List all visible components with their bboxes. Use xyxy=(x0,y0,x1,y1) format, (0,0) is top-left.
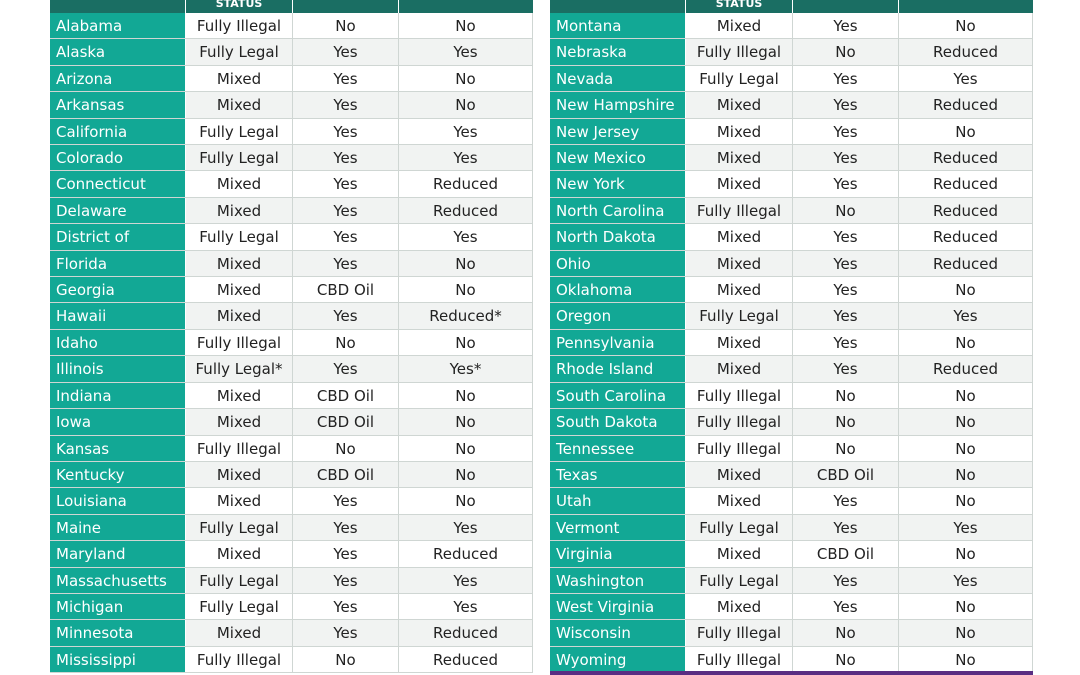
state-name-cell: Alaska xyxy=(50,39,186,64)
legal-status-cell: Fully Legal xyxy=(686,515,793,540)
state-name-cell: Georgia xyxy=(50,277,186,302)
table-row xyxy=(50,66,533,92)
legal-status-cell: Fully Illegal xyxy=(186,436,293,461)
table-row xyxy=(550,515,1033,541)
legal-status-cell: Mixed xyxy=(686,224,793,249)
decriminalized-cell: Yes xyxy=(399,145,533,170)
state-name-cell: Pennsylvania xyxy=(550,330,686,355)
state-name-cell: Colorado xyxy=(50,145,186,170)
medical-use-cell: No xyxy=(793,383,899,408)
state-name-cell: Hawaii xyxy=(50,303,186,328)
medical-use-cell: Yes xyxy=(293,356,399,381)
state-name-cell: Idaho xyxy=(50,330,186,355)
legal-status-cell: Mixed xyxy=(186,303,293,328)
state-name-cell: Texas xyxy=(550,462,686,487)
state-name-cell: Mississippi xyxy=(50,647,186,672)
decriminalized-cell: No xyxy=(399,92,533,117)
legal-status-cell: Fully Illegal xyxy=(186,647,293,672)
decriminalized-cell: No xyxy=(899,462,1033,487)
legal-status-cell: Mixed xyxy=(186,541,293,566)
state-name-cell: Louisiana xyxy=(50,488,186,513)
medical-use-cell: Yes xyxy=(793,145,899,170)
medical-use-cell: No xyxy=(293,647,399,672)
decriminalized-cell: No xyxy=(899,383,1033,408)
decriminalized-cell: Reduced xyxy=(899,224,1033,249)
decriminalized-cell: Reduced xyxy=(899,39,1033,64)
state-name-cell: Illinois xyxy=(50,356,186,381)
state-name-cell: New Hampshire xyxy=(550,92,686,117)
legal-status-cell: Fully Legal xyxy=(186,568,293,593)
legal-status-cell: Fully Illegal xyxy=(186,330,293,355)
state-name-cell: Florida xyxy=(50,251,186,276)
medical-use-cell: Yes xyxy=(793,356,899,381)
legality-table-right xyxy=(550,0,1033,673)
table-row xyxy=(50,409,533,435)
medical-use-cell: Yes xyxy=(793,171,899,196)
legal-status-cell: Mixed xyxy=(186,620,293,645)
medical-use-cell: No xyxy=(793,647,899,672)
decriminalized-cell: Yes xyxy=(399,39,533,64)
legal-status-cell: Mixed xyxy=(686,462,793,487)
table-row xyxy=(50,198,533,224)
table-row xyxy=(550,647,1033,673)
state-name-cell: Utah xyxy=(550,488,686,513)
table-row xyxy=(550,541,1033,567)
medical-use-cell: Yes xyxy=(793,488,899,513)
state-name-cell: Iowa xyxy=(50,409,186,434)
state-name-cell: North Carolina xyxy=(550,198,686,223)
legal-status-cell: Fully Legal xyxy=(186,594,293,619)
state-name-cell: West Virginia xyxy=(550,594,686,619)
table-row xyxy=(550,145,1033,171)
medical-use-cell: CBD Oil xyxy=(293,409,399,434)
decriminalized-cell: Reduced xyxy=(899,145,1033,170)
decriminalized-cell: No xyxy=(399,66,533,91)
medical-use-cell: Yes xyxy=(293,620,399,645)
medical-use-cell: Yes xyxy=(293,171,399,196)
state-name-cell: California xyxy=(50,119,186,144)
state-name-cell: Wyoming xyxy=(550,647,686,672)
medical-use-cell: Yes xyxy=(293,251,399,276)
decriminalized-cell: No xyxy=(399,13,533,38)
state-name-cell: Wisconsin xyxy=(550,620,686,645)
legal-status-cell: Fully Legal xyxy=(686,303,793,328)
medical-use-cell: Yes xyxy=(793,515,899,540)
table-row xyxy=(50,145,533,171)
table-row xyxy=(50,171,533,197)
legal-status-cell: Fully Illegal xyxy=(686,620,793,645)
decriminalized-cell: Yes xyxy=(899,515,1033,540)
state-name-cell: Arizona xyxy=(50,66,186,91)
table-row xyxy=(550,171,1033,197)
table-row xyxy=(50,39,533,65)
decriminalized-cell: No xyxy=(899,647,1033,672)
legal-status-cell: Mixed xyxy=(186,171,293,196)
header-cell xyxy=(550,0,686,13)
decriminalized-cell: Yes xyxy=(899,303,1033,328)
table-row xyxy=(50,594,533,620)
medical-use-cell: Yes xyxy=(293,198,399,223)
legal-status-cell: Fully Legal xyxy=(186,224,293,249)
table-header xyxy=(50,0,533,13)
table-row xyxy=(50,119,533,145)
decriminalized-cell: No xyxy=(899,409,1033,434)
table-row xyxy=(50,515,533,541)
decriminalized-cell: Reduced xyxy=(399,647,533,672)
medical-use-cell: Yes xyxy=(793,594,899,619)
legal-status-cell: Mixed xyxy=(186,462,293,487)
decriminalized-cell: No xyxy=(899,620,1033,645)
header-cell-status: STATUS xyxy=(186,0,293,13)
decriminalized-cell: Yes xyxy=(399,515,533,540)
decriminalized-cell: Yes xyxy=(399,568,533,593)
decriminalized-cell: Reduced xyxy=(399,541,533,566)
state-name-cell: Nevada xyxy=(550,66,686,91)
table-row xyxy=(50,13,533,39)
decriminalized-cell: No xyxy=(899,119,1033,144)
decriminalized-cell: Yes* xyxy=(399,356,533,381)
legal-status-cell: Mixed xyxy=(186,488,293,513)
table-row xyxy=(550,488,1033,514)
medical-use-cell: Yes xyxy=(293,145,399,170)
medical-use-cell: No xyxy=(793,39,899,64)
state-name-cell: Virginia xyxy=(550,541,686,566)
legal-status-cell: Fully Legal xyxy=(186,515,293,540)
legal-status-cell: Mixed xyxy=(686,145,793,170)
medical-use-cell: No xyxy=(793,409,899,434)
medical-use-cell: CBD Oil xyxy=(293,383,399,408)
legal-status-cell: Fully Legal* xyxy=(186,356,293,381)
table-row xyxy=(550,66,1033,92)
medical-use-cell: Yes xyxy=(793,66,899,91)
state-name-cell: District of xyxy=(50,224,186,249)
decriminalized-cell: Reduced xyxy=(899,356,1033,381)
header-cell xyxy=(293,0,399,13)
legal-status-cell: Mixed xyxy=(686,171,793,196)
state-name-cell: Maryland xyxy=(50,541,186,566)
medical-use-cell: Yes xyxy=(293,568,399,593)
medical-use-cell: No xyxy=(793,436,899,461)
legal-status-cell: Mixed xyxy=(186,277,293,302)
table-row xyxy=(550,462,1033,488)
table-row xyxy=(50,92,533,118)
table-row xyxy=(50,303,533,329)
decriminalized-cell: Yes xyxy=(399,224,533,249)
medical-use-cell: Yes xyxy=(293,39,399,64)
table-row xyxy=(50,647,533,673)
decriminalized-cell: No xyxy=(399,251,533,276)
table-row xyxy=(50,541,533,567)
medical-use-cell: Yes xyxy=(793,568,899,593)
decriminalized-cell: No xyxy=(899,594,1033,619)
decriminalized-cell: No xyxy=(399,330,533,355)
medical-use-cell: No xyxy=(293,436,399,461)
state-name-cell: Connecticut xyxy=(50,171,186,196)
medical-use-cell: Yes xyxy=(293,594,399,619)
state-name-cell: Delaware xyxy=(50,198,186,223)
medical-use-cell: Yes xyxy=(293,515,399,540)
decriminalized-cell: Yes xyxy=(399,594,533,619)
decriminalized-cell: No xyxy=(399,409,533,434)
legal-status-cell: Mixed xyxy=(186,409,293,434)
state-name-cell: Vermont xyxy=(550,515,686,540)
table-row xyxy=(50,488,533,514)
state-name-cell: South Dakota xyxy=(550,409,686,434)
state-name-cell: Maine xyxy=(50,515,186,540)
legal-status-cell: Mixed xyxy=(686,541,793,566)
state-name-cell: Michigan xyxy=(50,594,186,619)
medical-use-cell: Yes xyxy=(793,251,899,276)
legal-status-cell: Fully Illegal xyxy=(686,647,793,672)
table-row xyxy=(50,462,533,488)
table-row xyxy=(550,303,1033,329)
table-row xyxy=(550,356,1033,382)
table-row xyxy=(550,620,1033,646)
decriminalized-cell: No xyxy=(899,330,1033,355)
decriminalized-cell: Reduced xyxy=(899,251,1033,276)
legal-status-cell: Mixed xyxy=(686,119,793,144)
decriminalized-cell: Reduced xyxy=(399,198,533,223)
legal-status-cell: Mixed xyxy=(186,251,293,276)
decriminalized-cell: Reduced xyxy=(399,620,533,645)
decriminalized-cell: Reduced xyxy=(899,92,1033,117)
table-row xyxy=(50,620,533,646)
legal-status-cell: Mixed xyxy=(686,330,793,355)
decriminalized-cell: No xyxy=(399,277,533,302)
state-name-cell: Alabama xyxy=(50,13,186,38)
table-row xyxy=(550,198,1033,224)
legal-status-cell: Fully Illegal xyxy=(686,383,793,408)
decriminalized-cell: No xyxy=(399,462,533,487)
legal-status-cell: Fully Legal xyxy=(186,145,293,170)
decriminalized-cell: No xyxy=(899,541,1033,566)
table-row xyxy=(550,251,1033,277)
decriminalized-cell: No xyxy=(399,436,533,461)
legal-status-cell: Fully Illegal xyxy=(686,436,793,461)
medical-use-cell: Yes xyxy=(293,92,399,117)
table-row xyxy=(50,251,533,277)
legal-status-cell: Fully Illegal xyxy=(186,13,293,38)
state-name-cell: Washington xyxy=(550,568,686,593)
legal-status-cell: Mixed xyxy=(686,594,793,619)
table-header xyxy=(550,0,1033,13)
medical-use-cell: Yes xyxy=(793,13,899,38)
medical-use-cell: Yes xyxy=(293,488,399,513)
decriminalized-cell: No xyxy=(899,436,1033,461)
state-name-cell: Minnesota xyxy=(50,620,186,645)
legal-status-cell: Mixed xyxy=(686,13,793,38)
table-body xyxy=(50,13,533,673)
medical-use-cell: CBD Oil xyxy=(293,277,399,302)
state-name-cell: South Carolina xyxy=(550,383,686,408)
table-row xyxy=(550,409,1033,435)
header-cell xyxy=(899,0,1033,13)
state-name-cell: Nebraska xyxy=(550,39,686,64)
medical-use-cell: Yes xyxy=(293,224,399,249)
header-cell-status: STATUS xyxy=(686,0,793,13)
medical-use-cell: Yes xyxy=(793,303,899,328)
table-row xyxy=(50,330,533,356)
decriminalized-cell: Yes xyxy=(899,66,1033,91)
table-row xyxy=(50,356,533,382)
legal-status-cell: Fully Legal xyxy=(186,119,293,144)
medical-use-cell: Yes xyxy=(793,224,899,249)
state-name-cell: Ohio xyxy=(550,251,686,276)
decriminalized-cell: No xyxy=(899,488,1033,513)
medical-use-cell: CBD Oil xyxy=(793,462,899,487)
table-row xyxy=(550,436,1033,462)
medical-use-cell: No xyxy=(793,620,899,645)
state-name-cell: Oregon xyxy=(550,303,686,328)
state-name-cell: New Mexico xyxy=(550,145,686,170)
decriminalized-cell: No xyxy=(899,277,1033,302)
medical-use-cell: Yes xyxy=(293,541,399,566)
decriminalized-cell: No xyxy=(399,488,533,513)
medical-use-cell: Yes xyxy=(293,303,399,328)
table-row xyxy=(50,224,533,250)
table-row xyxy=(550,92,1033,118)
decriminalized-cell: Yes xyxy=(899,568,1033,593)
legal-status-cell: Mixed xyxy=(186,66,293,91)
table-row xyxy=(550,119,1033,145)
legal-status-cell: Fully Legal xyxy=(686,568,793,593)
table-row xyxy=(550,224,1033,250)
table-row xyxy=(550,39,1033,65)
legal-status-cell: Fully Legal xyxy=(686,66,793,91)
medical-use-cell: No xyxy=(793,198,899,223)
state-name-cell: Montana xyxy=(550,13,686,38)
state-name-cell: Kansas xyxy=(50,436,186,461)
decriminalized-cell: No xyxy=(899,13,1033,38)
medical-use-cell: Yes xyxy=(793,330,899,355)
decriminalized-cell: Reduced xyxy=(399,171,533,196)
state-name-cell: North Dakota xyxy=(550,224,686,249)
table-row xyxy=(50,383,533,409)
decriminalized-cell: Yes xyxy=(399,119,533,144)
header-cell xyxy=(50,0,186,13)
legal-status-cell: Mixed xyxy=(686,92,793,117)
table-row xyxy=(550,383,1033,409)
legality-table-left xyxy=(50,0,533,673)
table-row xyxy=(50,277,533,303)
medical-use-cell: CBD Oil xyxy=(293,462,399,487)
legal-status-cell: Mixed xyxy=(686,277,793,302)
header-cell xyxy=(399,0,533,13)
legal-status-cell: Mixed xyxy=(686,356,793,381)
table-row xyxy=(550,330,1033,356)
legal-status-cell: Fully Illegal xyxy=(686,198,793,223)
table-row xyxy=(550,277,1033,303)
medical-use-cell: CBD Oil xyxy=(793,541,899,566)
table-row xyxy=(50,436,533,462)
legal-status-cell: Mixed xyxy=(186,383,293,408)
state-name-cell: New Jersey xyxy=(550,119,686,144)
medical-use-cell: Yes xyxy=(793,119,899,144)
state-name-cell: Massachusetts xyxy=(50,568,186,593)
decriminalized-cell: Reduced xyxy=(899,198,1033,223)
state-name-cell: Oklahoma xyxy=(550,277,686,302)
medical-use-cell: Yes xyxy=(793,277,899,302)
state-name-cell: Rhode Island xyxy=(550,356,686,381)
decriminalized-cell: No xyxy=(399,383,533,408)
medical-use-cell: Yes xyxy=(293,66,399,91)
medical-use-cell: No xyxy=(293,330,399,355)
legal-status-cell: Fully Legal xyxy=(186,39,293,64)
medical-use-cell: Yes xyxy=(793,92,899,117)
table-row xyxy=(50,568,533,594)
decriminalized-cell: Reduced* xyxy=(399,303,533,328)
legal-status-cell: Mixed xyxy=(186,92,293,117)
legal-status-cell: Mixed xyxy=(686,488,793,513)
legal-status-cell: Fully Illegal xyxy=(686,409,793,434)
state-name-cell: Tennessee xyxy=(550,436,686,461)
decriminalized-cell: Reduced xyxy=(899,171,1033,196)
state-name-cell: Arkansas xyxy=(50,92,186,117)
medical-use-cell: No xyxy=(293,13,399,38)
legal-status-cell: Mixed xyxy=(686,251,793,276)
table-row xyxy=(550,13,1033,39)
legal-status-cell: Fully Illegal xyxy=(686,39,793,64)
table-body xyxy=(550,13,1033,673)
footer-accent-bar xyxy=(550,671,1033,675)
state-name-cell: New York xyxy=(550,171,686,196)
legal-status-cell: Mixed xyxy=(186,198,293,223)
state-name-cell: Kentucky xyxy=(50,462,186,487)
table-row xyxy=(550,568,1033,594)
medical-use-cell: Yes xyxy=(293,119,399,144)
header-cell xyxy=(793,0,899,13)
state-name-cell: Indiana xyxy=(50,383,186,408)
table-row xyxy=(550,594,1033,620)
